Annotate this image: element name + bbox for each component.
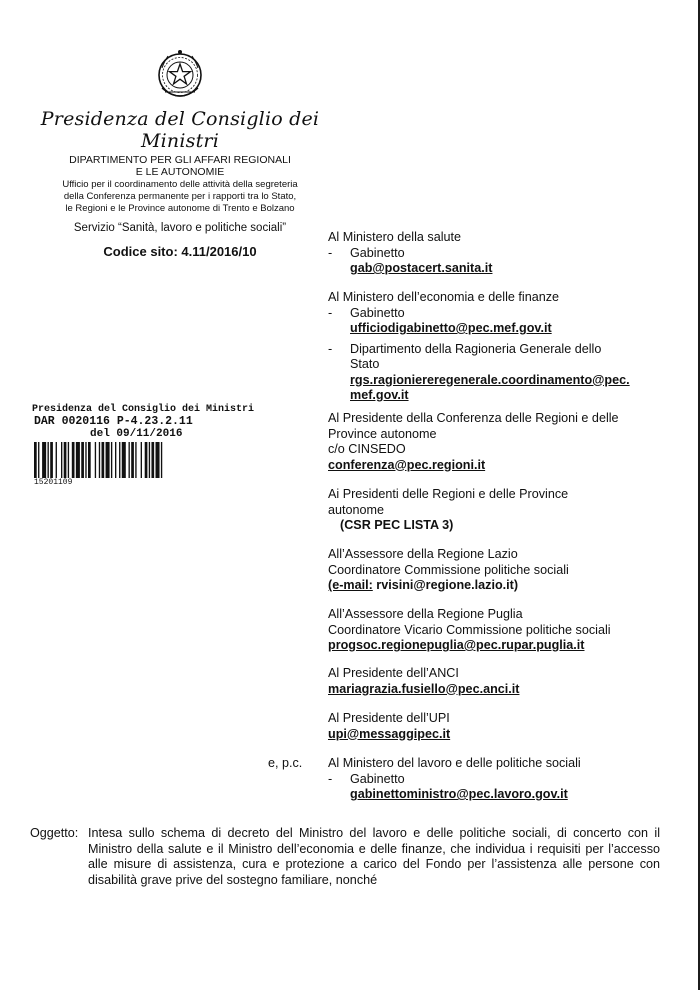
recipient-co: c/o CINSEDO bbox=[328, 442, 406, 456]
recipient-office: Gabinetto bbox=[350, 771, 405, 786]
recipient-role: Coordinatore Commissione politiche sociali bbox=[328, 562, 569, 577]
barcode-icon bbox=[34, 442, 238, 478]
recipient-title: Al Ministero della salute bbox=[328, 230, 461, 244]
email-link[interactable]: conferenza@pec.regioni.it bbox=[328, 457, 486, 472]
recipient-office: Dipartimento della Ragioneria Generale dello bbox=[350, 341, 602, 356]
barcode-number: 15201109 bbox=[34, 478, 73, 487]
recipient-office: Gabinetto bbox=[350, 245, 405, 260]
stamp-line-1: Presidenza del Consiglio dei Ministri bbox=[32, 404, 255, 415]
recipient-title: All’Assessore della Regione Lazio bbox=[328, 547, 518, 561]
service-name: Servizio “Sanità, lavoro e politiche sociali” bbox=[73, 222, 287, 234]
recipient-title: Al Presidente dell’UPI bbox=[328, 711, 450, 725]
recipient-office: Gabinetto bbox=[350, 305, 405, 320]
recipient-title: Al Presidente dell’ANCI bbox=[328, 666, 459, 680]
email-link[interactable]: gab@postacert.sanita.it bbox=[350, 261, 493, 275]
subject-block bbox=[30, 826, 660, 888]
letterhead bbox=[30, 48, 330, 259]
subject-label: Oggetto: bbox=[30, 826, 79, 840]
email-link[interactable]: gabinettoministro@pec.lavoro.gov.it bbox=[350, 787, 568, 801]
recipient-title: Al Ministero dell’economia e delle finanze bbox=[328, 290, 560, 304]
email-link-cont[interactable]: mef.gov.it bbox=[350, 388, 409, 402]
recipient-title: Al Presidente della Conferenza delle Regioni e delle bbox=[328, 411, 619, 425]
list-dash: - bbox=[328, 341, 333, 356]
email-link[interactable]: rgs.ragioniereregenerale.coordinamento@pec. bbox=[350, 372, 630, 387]
recipient-lazio bbox=[328, 547, 658, 594]
recipient-puglia bbox=[328, 607, 658, 654]
email-link[interactable]: upi@messaggipec.it bbox=[328, 726, 451, 741]
recipient-conferenza bbox=[328, 411, 658, 473]
recipient-economia bbox=[328, 290, 658, 404]
recipient-regioni bbox=[328, 487, 658, 534]
recipient-office-cont: Stato bbox=[350, 357, 380, 371]
subject-text: Intesa sullo schema di decreto del Ministro del lavoro e delle politiche sociali, di concerto con il Ministro della salute e il Ministro dell’economia e delle finanze, che individua i requisiti per l’accesso alle misure di assistenza, cura e protezione a carico del Fondo per l’assistenza alle persone con disabilità grave prive del sostegno familiare, nonché bbox=[88, 826, 660, 887]
recipient-title: Ai Presidenti delle Regioni e delle Province bbox=[328, 487, 569, 501]
presidenza-title: Presidenza del Consiglio dei Ministri bbox=[40, 108, 320, 152]
recipient-title: All’Assessore della Regione Puglia bbox=[328, 607, 523, 621]
protocol-stamp bbox=[32, 404, 262, 487]
email-link[interactable]: ufficiodigabinetto@pec.mef.gov.it bbox=[350, 321, 552, 335]
pec-list: (CSR PEC LISTA 3) bbox=[340, 518, 454, 532]
recipient-title-cont: autonome bbox=[328, 502, 385, 517]
email-label: (e-mail: bbox=[328, 578, 373, 592]
recipient-salute bbox=[328, 230, 658, 277]
recipient-upi bbox=[328, 711, 658, 742]
italian-republic-emblem-icon bbox=[154, 48, 206, 104]
email-link[interactable]: mariagrazia.fusiello@pec.anci.it bbox=[328, 681, 520, 696]
site-code: Codice sito: 4.11/2016/10 bbox=[103, 244, 257, 259]
recipient-lavoro bbox=[328, 756, 658, 803]
recipient-role: Coordinatore Vicario Commissione politiche sociali bbox=[328, 622, 611, 637]
stamp-protocol-number: DAR 0020116 P-4.23.2.11 bbox=[34, 415, 193, 428]
epc-label: e, p.c. bbox=[268, 756, 303, 770]
stamp-date: del 09/11/2016 bbox=[90, 428, 183, 440]
department-line-2: E LE AUTONOMIE bbox=[135, 166, 225, 178]
list-dash: - bbox=[328, 771, 333, 786]
recipient-anci bbox=[328, 666, 658, 697]
department-line-1: DIPARTIMENTO PER GLI AFFARI REGIONALI bbox=[69, 154, 291, 166]
email-link[interactable]: progsoc.regionepuglia@pec.rupar.puglia.it bbox=[328, 638, 585, 652]
recipient-title-cont: Province autonome bbox=[328, 426, 437, 441]
office-line-2: della Conferenza permanente per i rapporti tra lo Stato, bbox=[63, 191, 297, 202]
office-line-3: le Regioni e le Province autonome di Trento e Bolzano bbox=[65, 203, 295, 214]
office-line-1: Ufficio per il coordinamento delle attività della segreteria bbox=[62, 179, 298, 190]
email-link[interactable]: rvisini@regione.lazio.it) bbox=[372, 578, 519, 592]
list-dash: - bbox=[328, 245, 333, 260]
list-dash: - bbox=[328, 305, 333, 320]
recipient-title: Al Ministero del lavoro e delle politiche sociali bbox=[328, 756, 581, 770]
